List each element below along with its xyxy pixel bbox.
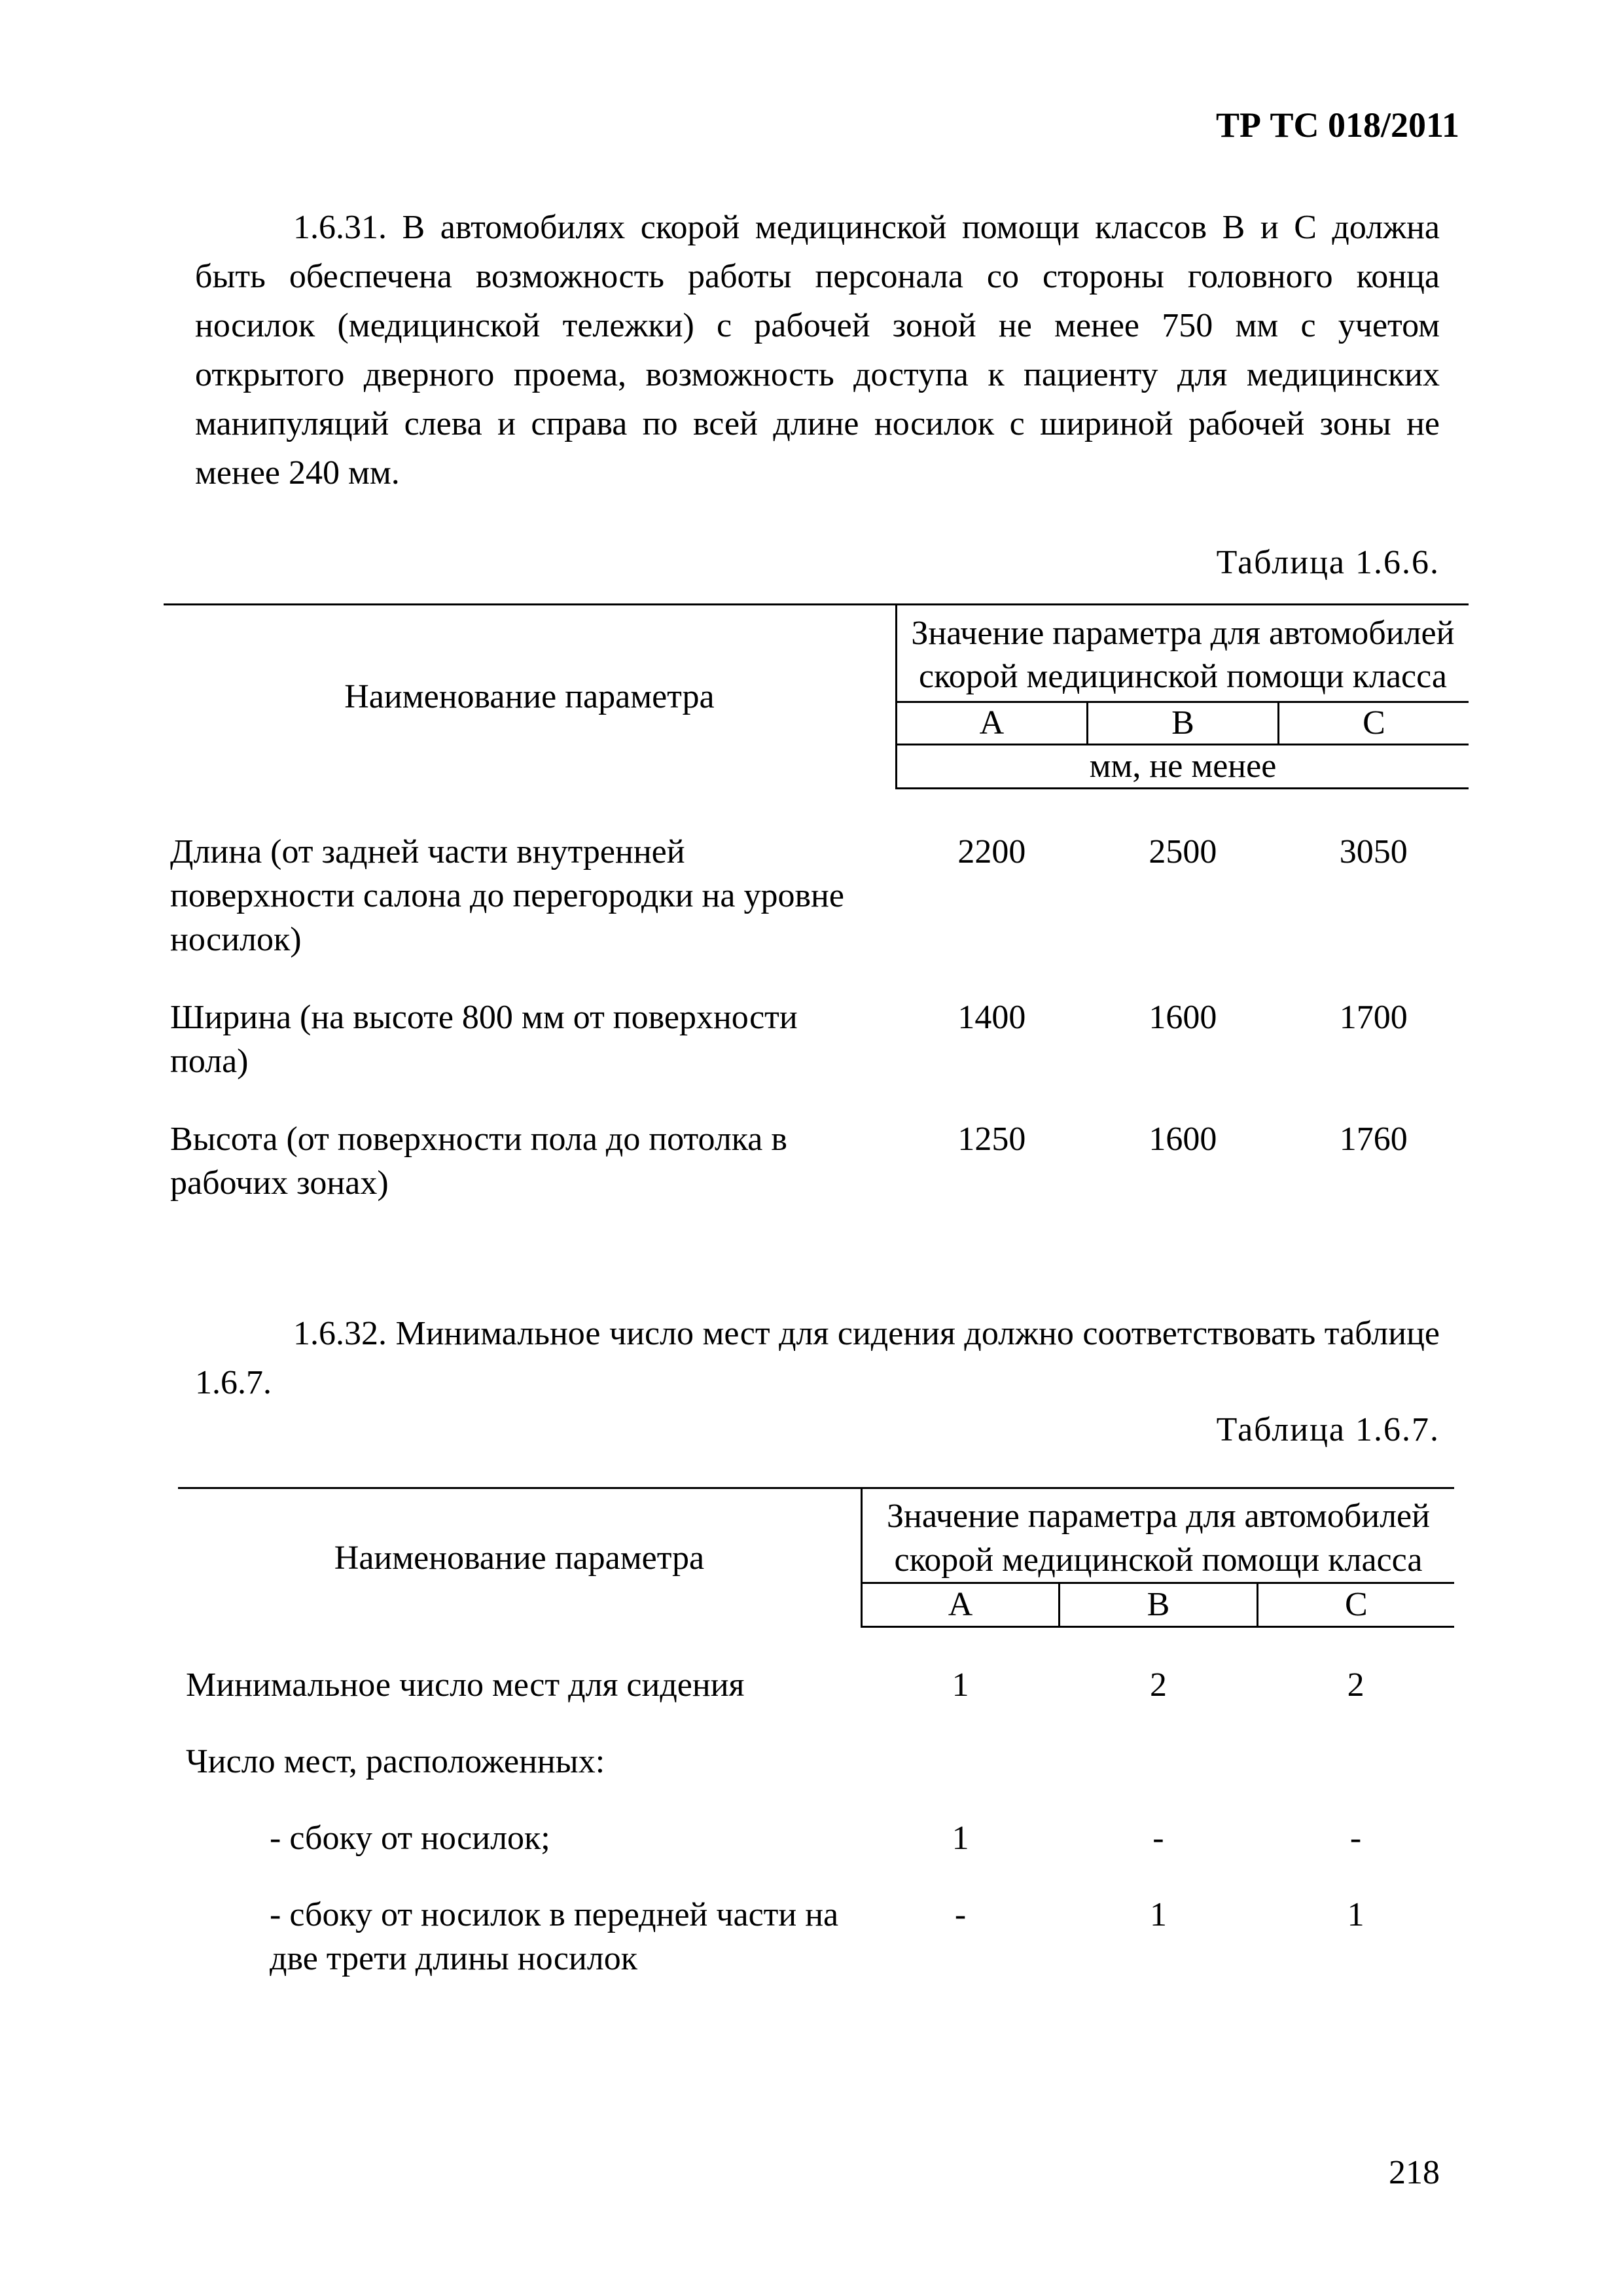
table-row: [178, 1893, 1454, 1981]
row-value-a: 1250: [957, 1121, 1026, 1158]
row-value-a: -: [954, 1896, 967, 1933]
row-value-b: -: [1152, 1820, 1164, 1857]
paragraph-1-6-32-text: 1.6.32. Минимальное число мест для сидения должно соответствовать таблице 1.6.7.: [195, 1315, 1440, 1401]
row-value-b: 1600: [1149, 999, 1217, 1036]
row-value-b: 1: [1149, 1896, 1167, 1933]
row-value-c: 1700: [1339, 999, 1408, 1036]
column-header-parameter-value: Значение параметра для автомобилей скорой медицинской помощи класса: [896, 605, 1469, 702]
class-header-c: C: [1278, 702, 1469, 745]
row-value-a: 2200: [957, 833, 1026, 870]
table-1-6-6-caption: Таблица 1.6.6.: [1216, 544, 1440, 581]
table-row: [164, 830, 1469, 961]
row-value-b: [1060, 1740, 1257, 1784]
column-header-parameter-name: Наименование параметра: [178, 1488, 861, 1627]
row-value-c: 3050: [1339, 833, 1408, 870]
class-header-a: A: [896, 702, 1087, 745]
row-value-a: 1400: [957, 999, 1026, 1036]
class-header-b: B: [1087, 702, 1278, 745]
row-name: - сбоку от носилок в передней части на две трети длины носилок: [270, 1896, 839, 1977]
units-label: мм, не менее: [896, 745, 1469, 789]
table-1-6-7-caption: Таблица 1.6.7.: [1216, 1411, 1440, 1448]
row-value-b: 2500: [1149, 833, 1217, 870]
row-value-c: 2: [1347, 1666, 1364, 1704]
row-value-c: [1257, 1740, 1454, 1784]
column-header-parameter-name: Наименование параметра: [164, 605, 896, 789]
row-value-b: 2: [1149, 1666, 1167, 1704]
row-value-b: 1600: [1149, 1121, 1217, 1158]
table-row: [164, 1117, 1469, 1205]
row-name: Минимальное число мест для сидения: [186, 1666, 745, 1704]
table-row: [178, 1740, 1454, 1784]
table-row: [178, 1663, 1454, 1707]
row-name: Ширина (на высоте 800 мм от поверхности пола): [170, 999, 798, 1080]
table-row: [178, 1816, 1454, 1860]
row-name: - сбоку от носилок;: [270, 1820, 550, 1857]
table-header-row: [178, 1488, 1454, 1583]
column-header-parameter-value: Значение параметра для автомобилей скорой медицинской помощи класса: [861, 1488, 1454, 1583]
paragraph-1-6-32: [195, 1309, 1440, 1407]
row-name: Длина (от задней части внутренней поверхности салона до перегородки на уровне носилок): [170, 833, 844, 958]
page-number: 218: [1389, 2154, 1440, 2191]
paragraph-1-6-31-text: 1.6.31. В автомобилях скорой медицинской помощи классов B и C должна быть обеспечена возможность работы персонала со стороны головного конца носилок (медицинской тележки) с рабочей зоной не менее 750 мм с учетом открытого дверного проема, возможность доступа к пациенту для медицинских манипуляций слева и справа по всей длине носилок с шириной рабочей зоны не менее 240 мм.: [195, 209, 1440, 492]
table-header-row: [164, 605, 1469, 702]
paragraph-1-6-31: [195, 203, 1440, 497]
document-code: ТР ТС 018/2011: [1215, 105, 1459, 145]
table-1-6-6: [164, 603, 1469, 1205]
class-header-a: A: [861, 1583, 1059, 1627]
row-name: Число мест, расположенных:: [186, 1743, 605, 1780]
row-value-c: 1760: [1339, 1121, 1408, 1158]
row-value-a: 1: [952, 1820, 969, 1857]
row-value-c: -: [1349, 1820, 1362, 1857]
table-row: [164, 996, 1469, 1083]
row-value-a: 1: [952, 1666, 969, 1704]
row-value-c: 1: [1347, 1896, 1364, 1933]
class-header-b: B: [1060, 1583, 1257, 1627]
table-1-6-7: [178, 1487, 1454, 1981]
row-value-a: [861, 1740, 1059, 1784]
class-header-c: C: [1257, 1583, 1454, 1627]
row-name: Высота (от поверхности пола до потолка в рабочих зонах): [170, 1121, 787, 1202]
